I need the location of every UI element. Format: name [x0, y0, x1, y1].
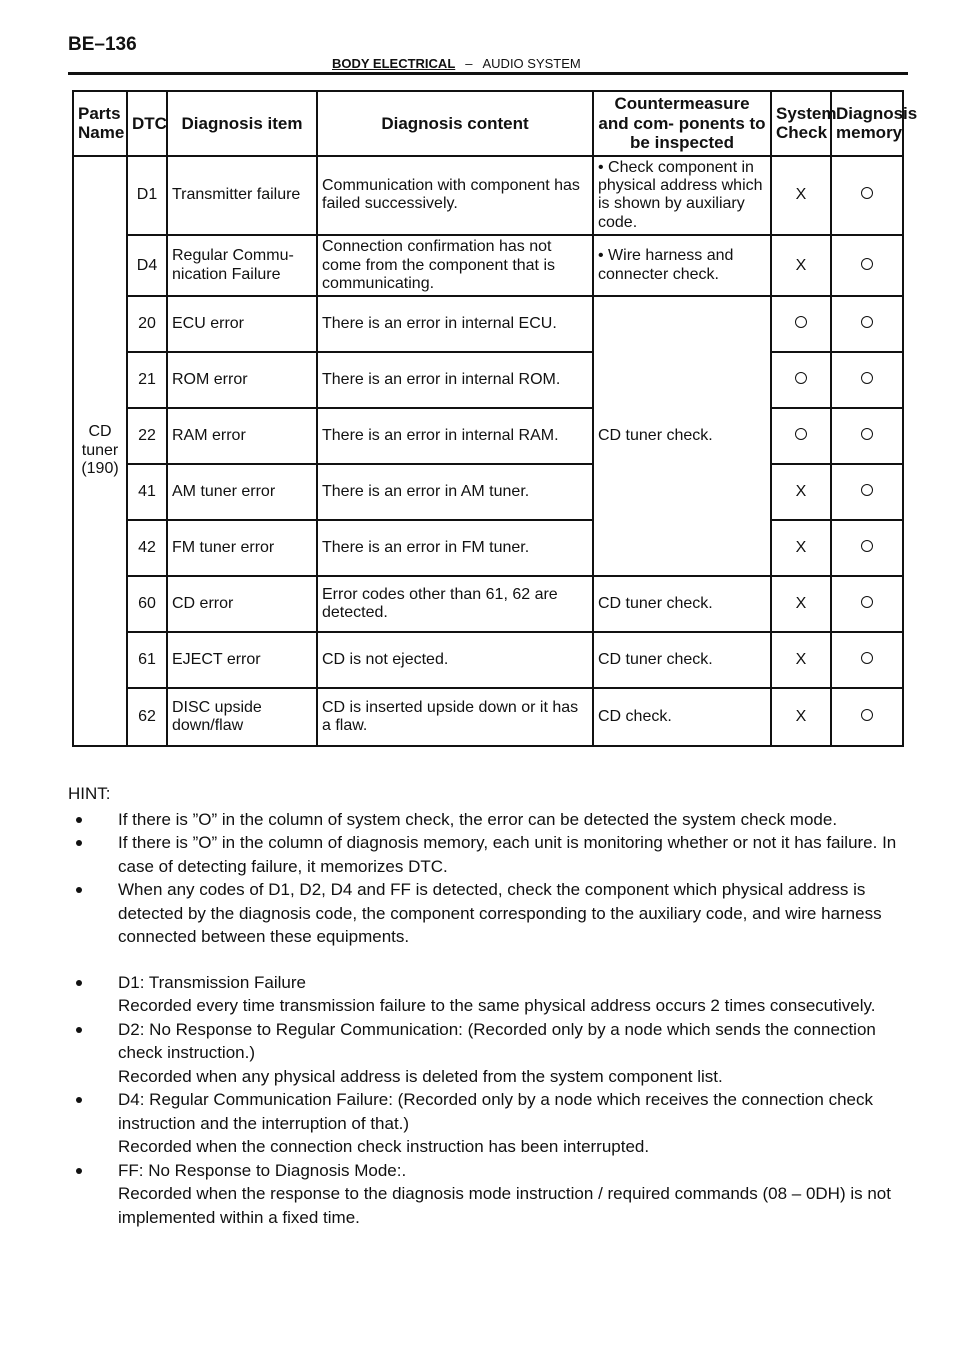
content-cell: CD is not ejected. — [317, 632, 593, 688]
header-diagnosis-memory: Diagnosis memory — [831, 91, 903, 156]
table-row — [73, 352, 903, 408]
circle-mark — [861, 709, 873, 721]
bullet-dot — [76, 1097, 82, 1103]
dtc-table — [72, 90, 918, 747]
hint-title: HINT: — [68, 784, 111, 803]
code-title: D1: Transmission Failure — [118, 972, 307, 992]
spacer — [96, 949, 916, 971]
code-title: D2: No Response to Regular Communication: (Recorded only by a node which sends the connection check instruction.) — [118, 1019, 876, 1062]
item-cell: DISC upside down/flaw — [167, 688, 317, 746]
memory-cell — [831, 408, 903, 464]
item-cell: Transmitter failure — [167, 156, 317, 236]
item-cell: Regular Commu- nication Failure — [167, 235, 317, 296]
hint-bullet-text: If there is ”O” in the column of system check, the error can be detected the system check mode. — [118, 809, 838, 829]
hint-section — [68, 782, 916, 1229]
content-cell: There is an error in internal RAM. — [317, 408, 593, 464]
system-check-cell: X — [771, 632, 831, 688]
system-check-cell: X — [771, 688, 831, 746]
circle-mark — [861, 428, 873, 440]
table-row — [73, 464, 903, 520]
circle-mark — [861, 316, 873, 328]
bullet-dot — [76, 817, 82, 823]
countermeasure-cell: CD check. — [593, 688, 771, 746]
code-entry — [96, 1018, 916, 1089]
table-row — [73, 632, 903, 688]
item-cell: CD error — [167, 576, 317, 632]
dtc-cell: 41 — [127, 464, 167, 520]
page-number: BE–136 — [68, 34, 137, 55]
hint-list — [96, 808, 916, 949]
system-check-cell — [771, 408, 831, 464]
code-title: FF: No Response to Diagnosis Mode:. — [118, 1160, 407, 1180]
system-check-cell — [771, 296, 831, 352]
content-cell: There is an error in internal ECU. — [317, 296, 593, 352]
code-entry — [96, 1088, 916, 1159]
circle-mark — [795, 428, 807, 440]
hint-bullet — [96, 808, 916, 832]
hint-bullet-text: If there is ”O” in the column of diagnosis memory, each unit is monitoring whether or not it has failure. In case of detecting failure, it memorizes DTC. — [118, 833, 897, 876]
header-countermeasure: Countermeasure and com- ponents to be inspected — [593, 91, 771, 156]
item-cell: EJECT error — [167, 632, 317, 688]
memory-cell — [831, 235, 903, 296]
code-entry — [96, 971, 916, 1018]
system-check-cell — [771, 352, 831, 408]
section-title: BODY ELECTRICAL — [332, 56, 456, 71]
circle-mark — [861, 372, 873, 384]
countermeasure-cell: • Wire harness and connecter check. — [593, 235, 771, 296]
system-check-cell: X — [771, 576, 831, 632]
memory-cell — [831, 464, 903, 520]
bullet-dot — [76, 1027, 82, 1033]
code-desc: Recorded when the response to the diagnosis mode instruction / required commands (08 – 0DH) is not implemented within a fixed time. — [118, 1184, 891, 1227]
header-system-check: System Check — [771, 91, 831, 156]
table-row — [73, 235, 903, 296]
code-entry — [96, 1159, 916, 1230]
header-diagnosis-content: Diagnosis content — [317, 91, 593, 156]
code-list — [96, 971, 916, 1230]
header-parts-name: Parts Name — [73, 91, 127, 156]
circle-mark — [795, 372, 807, 384]
header-separator: – — [465, 56, 473, 71]
countermeasure-cell: CD tuner check. — [593, 576, 771, 632]
item-cell: ROM error — [167, 352, 317, 408]
dtc-cell: 21 — [127, 352, 167, 408]
memory-cell — [831, 688, 903, 746]
dtc-cell: 60 — [127, 576, 167, 632]
table-row — [73, 296, 903, 352]
code-desc: Recorded when the connection check instruction has been interrupted. — [118, 1137, 650, 1156]
header-rule — [68, 72, 908, 75]
countermeasure-cell: CD tuner check. — [593, 632, 771, 688]
circle-mark — [795, 316, 807, 328]
code-desc: Recorded when any physical address is deleted from the system component list. — [118, 1066, 723, 1086]
item-cell: ECU error — [167, 296, 317, 352]
bullet-dot — [76, 887, 82, 893]
hint-bullet — [96, 878, 916, 949]
content-cell: Error codes other than 61, 62 are detected. — [317, 576, 593, 632]
header-diagnosis-item: Diagnosis item — [167, 91, 317, 156]
item-cell: AM tuner error — [167, 464, 317, 520]
hint-bullet-text: When any codes of D1, D2, D4 and FF is detected, check the component which physical address is detected by the diagnosis code, the component corresponding to the auxiliary code, and wire harness connected between these equipments. — [118, 880, 882, 946]
system-check-cell: X — [771, 235, 831, 296]
content-cell: CD is inserted upside down or it has a flaw. — [317, 688, 593, 746]
dtc-cell: 42 — [127, 520, 167, 576]
countermeasure-cell: CD tuner check. — [593, 296, 771, 576]
circle-mark — [861, 258, 873, 270]
memory-cell — [831, 156, 903, 236]
table-row — [73, 576, 903, 632]
header-dtc: DTC — [127, 91, 167, 156]
circle-mark — [861, 596, 873, 608]
table-row — [73, 156, 903, 236]
dtc-cell: 22 — [127, 408, 167, 464]
table-row — [73, 408, 903, 464]
item-cell: FM tuner error — [167, 520, 317, 576]
table-row — [73, 688, 903, 746]
dtc-cell: D4 — [127, 235, 167, 296]
page-header — [332, 56, 581, 71]
content-cell: Communication with component has failed successively. — [317, 156, 593, 236]
circle-mark — [861, 540, 873, 552]
memory-cell — [831, 632, 903, 688]
bullet-dot — [76, 980, 82, 986]
content-cell: There is an error in FM tuner. — [317, 520, 593, 576]
content-cell: Connection confirmation has not come from the component that is communicating. — [317, 235, 593, 296]
dtc-cell: 20 — [127, 296, 167, 352]
code-desc: Recorded every time transmission failure to the same physical address occurs 2 times consecutively. — [118, 996, 876, 1015]
bullet-dot — [76, 1168, 82, 1174]
item-cell: RAM error — [167, 408, 317, 464]
content-cell: There is an error in AM tuner. — [317, 464, 593, 520]
memory-cell — [831, 520, 903, 576]
memory-cell — [831, 296, 903, 352]
system-check-cell: X — [771, 520, 831, 576]
code-title: D4: Regular Communication Failure: (Recorded only by a node which receives the connection check instruction and the interruption of that.) — [118, 1090, 873, 1133]
bullet-dot — [76, 840, 82, 846]
circle-mark — [861, 187, 873, 199]
parts-name-cell: CD tuner (190) — [73, 156, 127, 747]
dtc-cell: D1 — [127, 156, 167, 236]
dtc-cell: 62 — [127, 688, 167, 746]
memory-cell — [831, 576, 903, 632]
circle-mark — [861, 652, 873, 664]
countermeasure-cell: • Check component in physical address which is shown by auxiliary code. — [593, 156, 771, 236]
hint-bullet — [96, 831, 916, 878]
system-check-cell: X — [771, 464, 831, 520]
content-cell: There is an error in internal ROM. — [317, 352, 593, 408]
circle-mark — [861, 484, 873, 496]
subsection-title: AUDIO SYSTEM — [482, 56, 581, 71]
memory-cell — [831, 352, 903, 408]
table-row — [73, 520, 903, 576]
system-check-cell: X — [771, 156, 831, 236]
dtc-cell: 61 — [127, 632, 167, 688]
